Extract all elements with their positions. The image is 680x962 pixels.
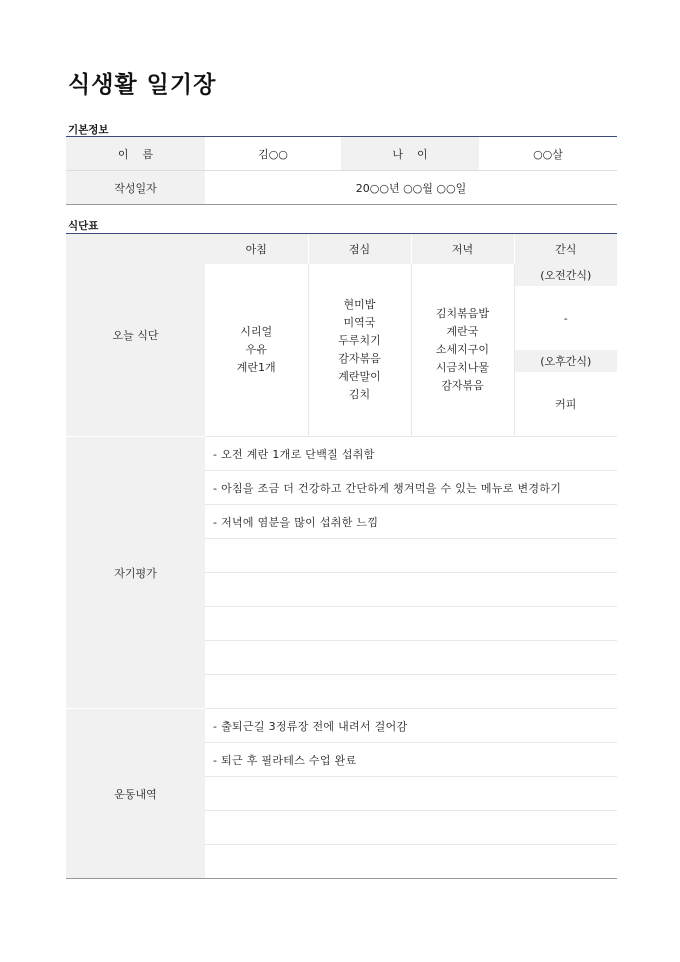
breakfast-item: 계란1개 [236,361,276,374]
dinner-item: 시금치나물 [435,361,490,374]
exercise-line: - 출퇴근길 3정류장 전에 내려서 걸어감 [205,709,617,743]
exercise-line [205,845,617,879]
age-label: 나 이 [341,137,479,171]
snack-pm-value: 커피 [514,372,617,437]
date-label: 작성일자 [66,171,205,205]
breakfast-menu [205,264,308,437]
exercise-line [205,777,617,811]
diet-section-title: 식단표 [68,220,99,232]
self-eval-line: - 저녁에 염분을 많이 섭취한 느낌 [205,505,617,539]
self-eval-line [205,607,617,641]
basic-info-table [66,137,617,205]
self-eval-line: - 아침을 조금 더 건강하고 간단하게 챙겨먹을 수 있는 메뉴로 변경하기 [205,471,617,505]
header-snack: 간식 [514,234,617,264]
today-diet-label: 오늘 식단 [66,234,205,437]
lunch-item: 미역국 [343,316,376,329]
self-eval-line [205,641,617,675]
name-value: 김○○ [205,137,341,171]
exercise-line [205,811,617,845]
lunch-item: 두루치기 [338,334,381,347]
header-breakfast: 아침 [205,234,308,264]
lunch-menu [308,264,411,437]
name-label: 이 름 [66,137,205,171]
header-dinner: 저녁 [411,234,514,264]
dinner-item: 계란국 [446,325,479,338]
dinner-item: 감자볶음 [441,379,484,392]
lunch-item: 현미밥 [343,298,376,311]
self-eval-line [205,573,617,607]
basic-info-section-title: 기본정보 [68,124,109,136]
self-eval-label: 자기평가 [66,437,205,709]
snack-am-value: - [514,286,617,350]
exercise-line: - 퇴근 후 필라테스 수업 완료 [205,743,617,777]
lunch-item: 계란말이 [338,370,381,383]
breakfast-item: 우유 [245,343,267,356]
snack-pm-label: (오후간식) [514,350,617,372]
dinner-item: 김치볶음밥 [435,307,490,320]
dinner-item: 소세지구이 [435,343,490,356]
page-title: 식생활 일기장 [68,72,217,98]
snack-am-label: (오전간식) [514,264,617,286]
breakfast-item: 시리얼 [240,325,273,338]
dinner-menu [411,264,514,437]
lunch-item: 김치 [348,388,371,401]
exercise-label: 운동내역 [66,709,205,879]
self-eval-line [205,675,617,709]
header-lunch: 점심 [308,234,411,264]
self-eval-line [205,539,617,573]
diet-table [66,234,617,879]
lunch-item: 감자볶음 [338,352,381,365]
self-eval-line: - 오전 계란 1개로 단백질 섭취함 [205,437,617,471]
date-value: 20○○년 ○○월 ○○일 [205,171,617,205]
age-value: ○○살 [479,137,617,171]
